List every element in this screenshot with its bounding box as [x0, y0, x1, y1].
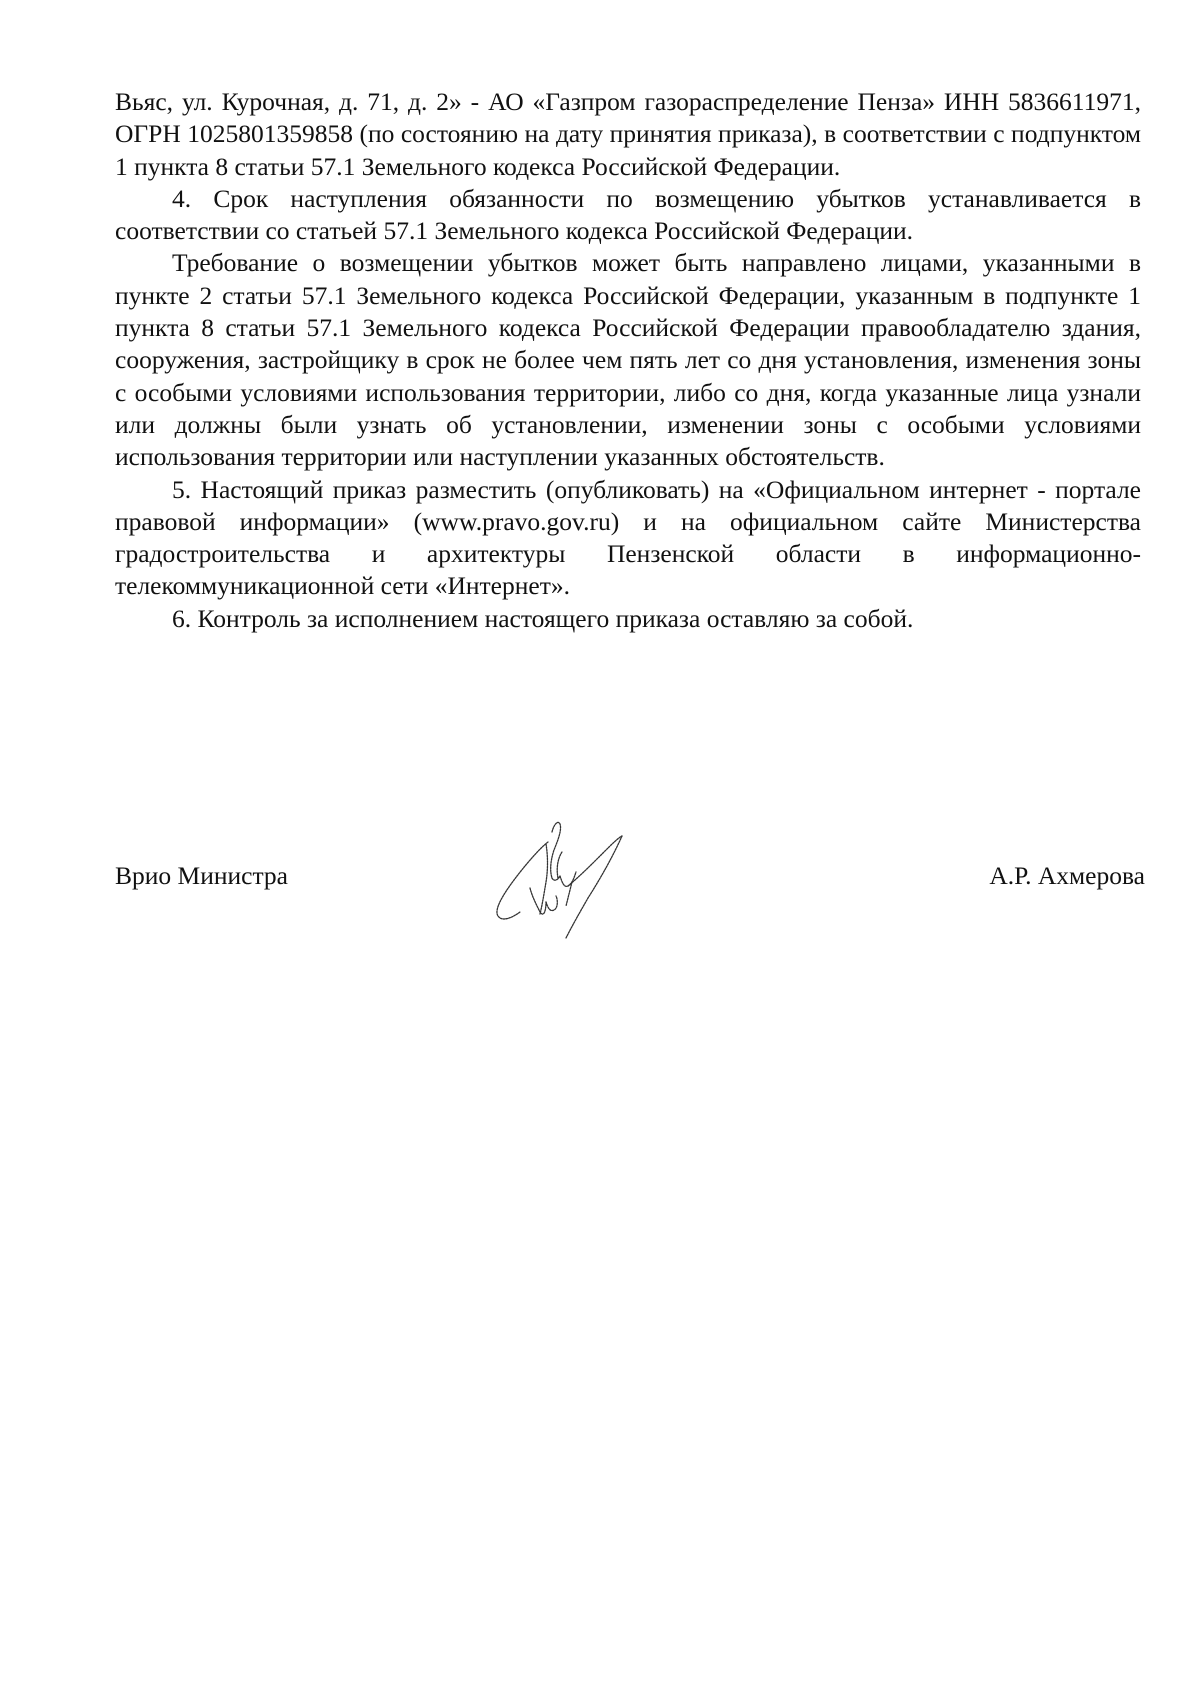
paragraph-item-5: 5. Настоящий приказ разместить (опубликовать) на «Официальном интернет - портале правовой информации» (www.pravo.gov.ru) и на официальном сайте Министерства градостроительства и архитектуры Пензенской области в информационно-телекоммуникационной сети «Интернет». — [115, 474, 1141, 601]
signer-name: А.Р. Ахмерова — [989, 861, 1145, 890]
paragraph-address-continuation: Вьяс, ул. Курочная, д. 71, д. 2» - АО «Газпром газораспределение Пенза» ИНН 5836611971, ОГРН 1025801359858 (по состоянию на дату принятия приказа), в соответствии с подпунктом 1 пункта 8 статьи 57.1 Земельного кодекса Российской Федерации. — [115, 87, 1141, 181]
paragraph-item-4: 4. Срок наступления обязанности по возмещению убытков устанавливается в соответствии со статьей 57.1 Земельного кодекса Российской Федерации. — [115, 183, 1141, 246]
signer-position: Врио Министра — [115, 861, 288, 890]
paragraph-item-6: 6. Контроль за исполнением настоящего приказа оставляю за собой. — [172, 603, 914, 633]
document-body — [115, 86, 1141, 635]
handwritten-signature — [488, 818, 648, 943]
paragraph-compensation-claim: Требование о возмещении убытков может быть направлено лицами, указанными в пункте 2 статьи 57.1 Земельного кодекса Российской Федерации, указанным в подпункте 1 пункта 8 статьи 57.1 Земельного кодекса Российской Федерации правообладателю здания, сооружения, застройщику в срок не более чем пять лет со дня установления, изменения зоны с особыми условиями использования территории, либо со дня, когда указанные лица узнали или должны были узнать об установлении, изменении зоны с особыми условиями использования территории или наступлении указанных обстоятельств. — [115, 248, 1141, 472]
